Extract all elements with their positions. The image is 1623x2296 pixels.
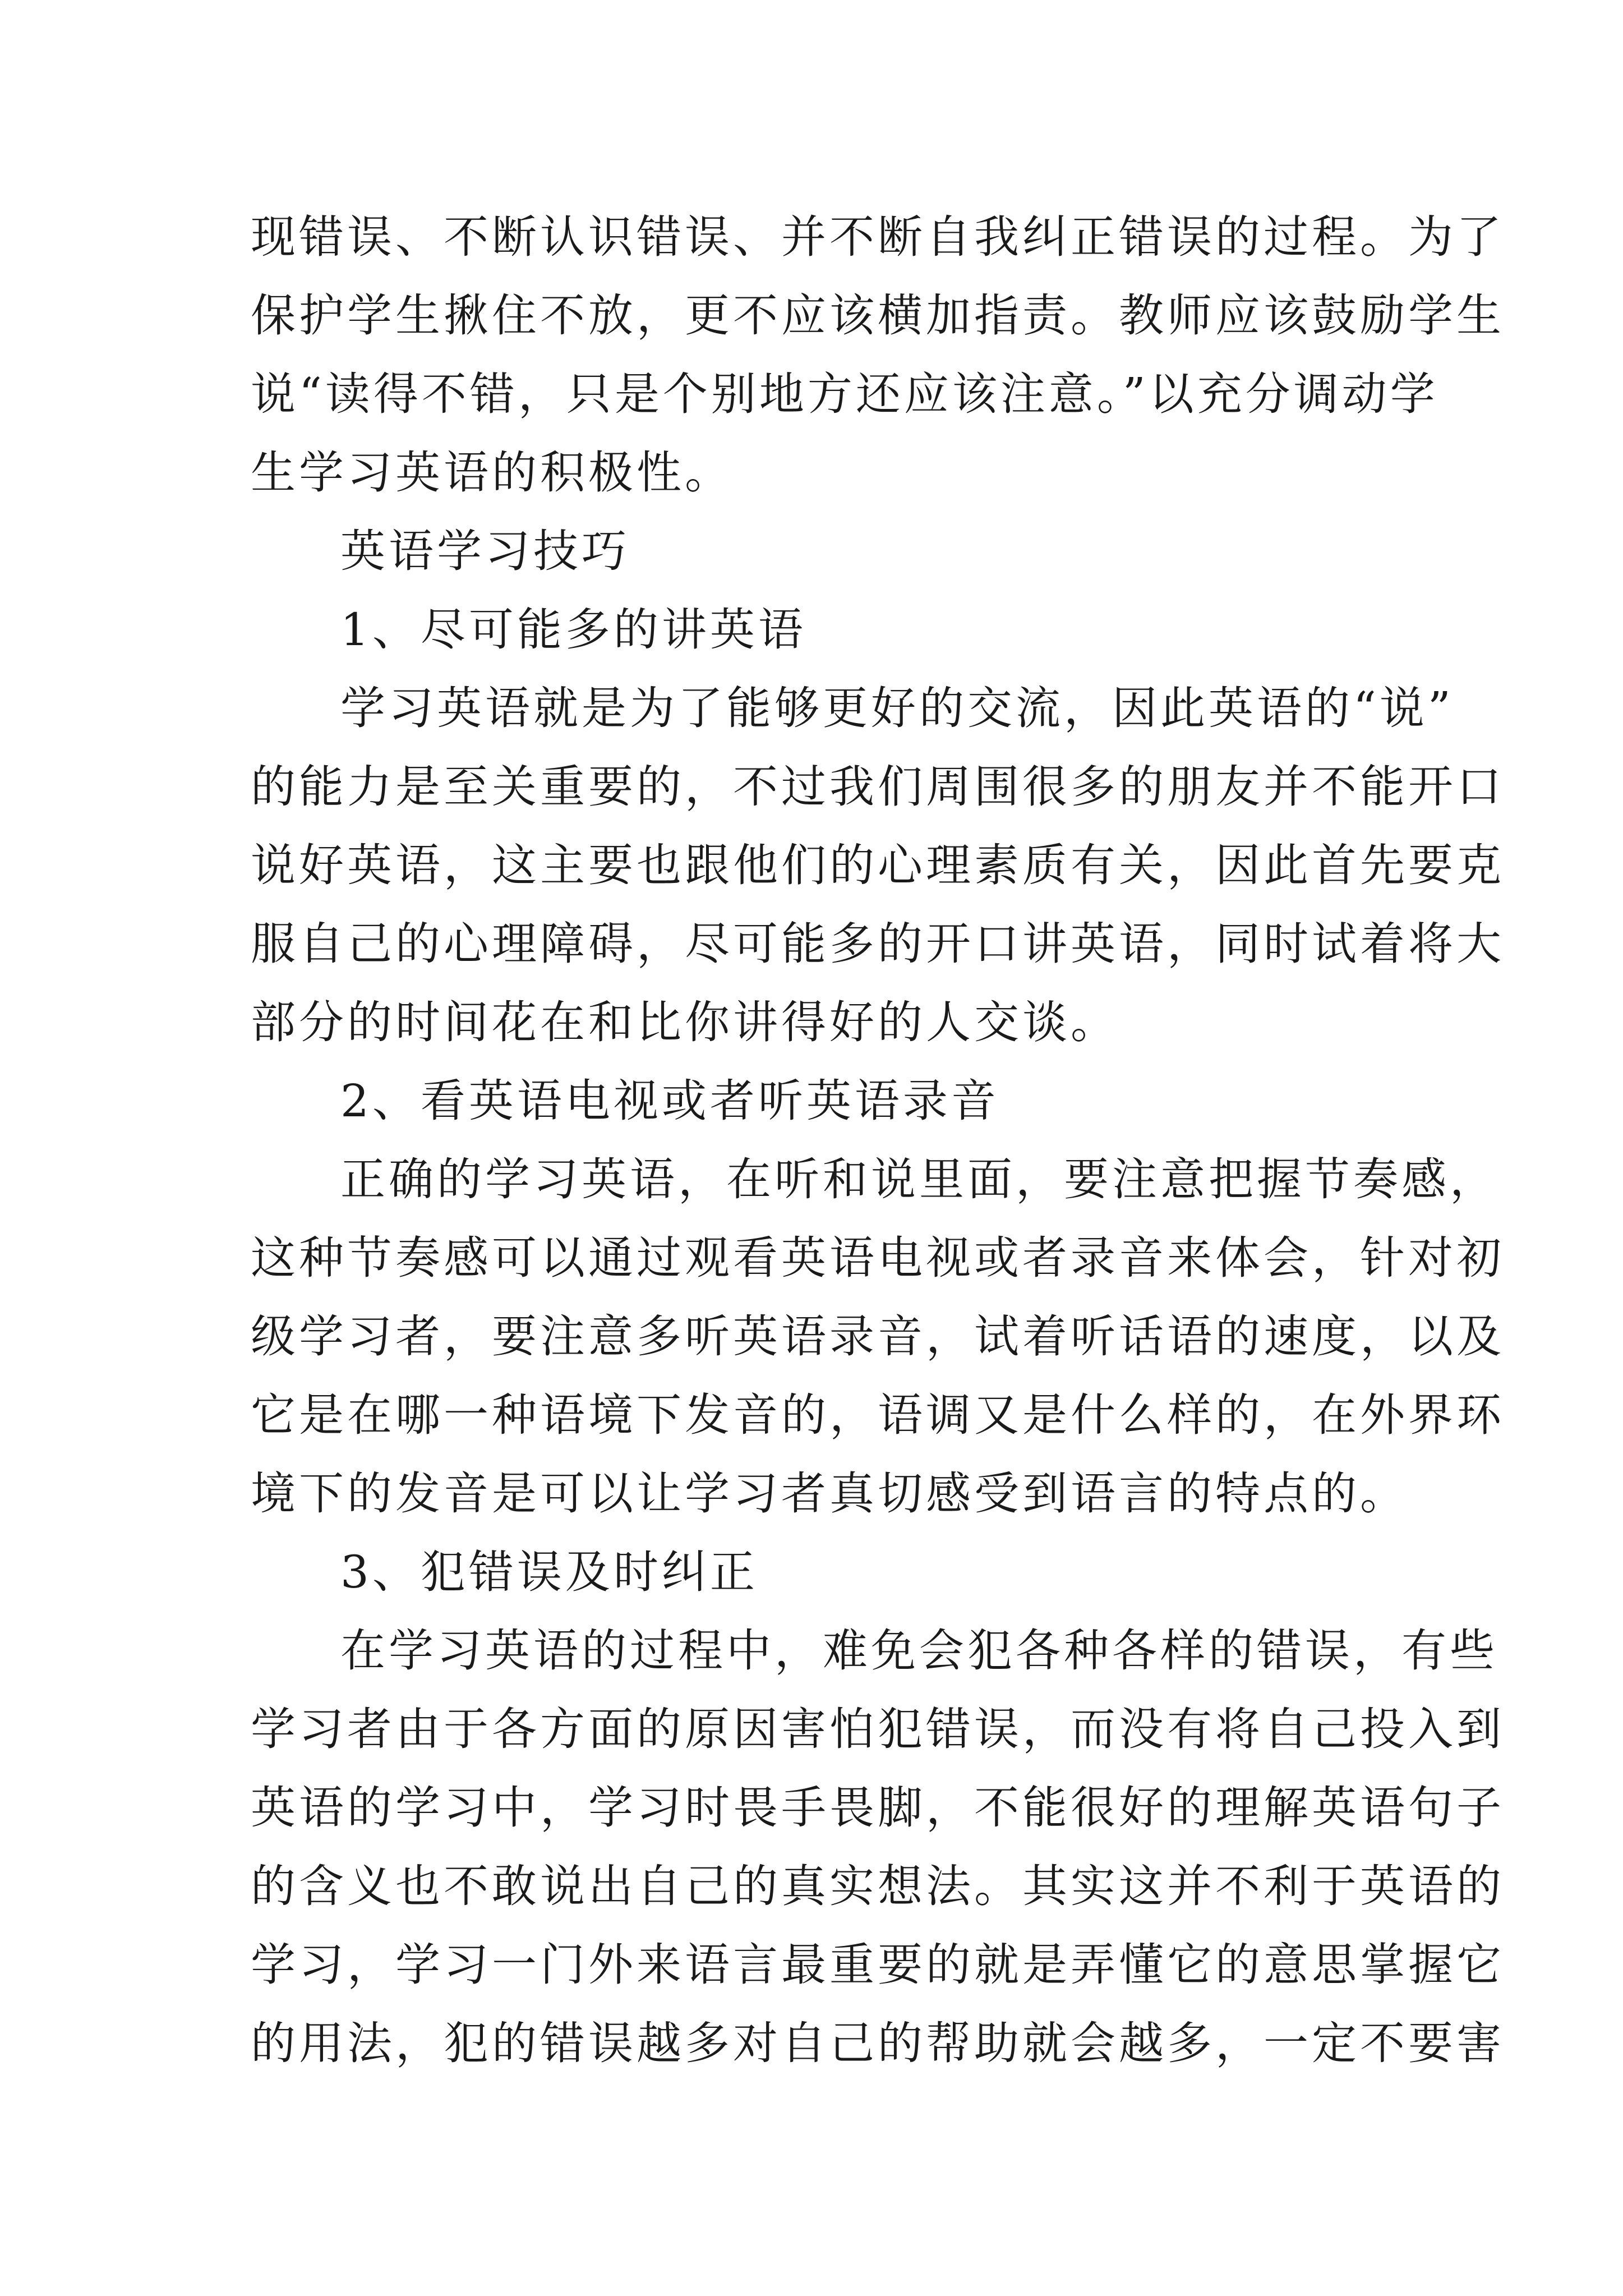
- body-text-line: 境下的发音是可以让学习者真切感受到语言的特点的。: [251, 1467, 1408, 1520]
- body-text-line: 说“读得不错，只是个别地方还应该注意。”以充分调动学: [251, 368, 1438, 420]
- body-text-line: 学习者由于各方面的原因害怕犯错误，而没有将自己投入到: [251, 1703, 1505, 1755]
- subheading-3: 3、犯错误及时纠正: [340, 1546, 758, 1598]
- body-text-line: 现错误、不断认识错误、并不断自我纠正错误的过程。为了: [251, 211, 1505, 263]
- body-text-line: 的能力是至关重要的，不过我们周围很多的朋友并不能开口: [251, 761, 1505, 813]
- body-text-line: 生学习英语的积极性。: [251, 447, 733, 499]
- body-text-line: 它是在哪一种语境下发音的，语调又是什么样的，在外界环: [251, 1389, 1505, 1441]
- subheading-2: 2、看英语电视或者听英语录音: [340, 1075, 999, 1127]
- paragraph-first-line: 正确的学习英语，在听和说里面，要注意把握节奏感，: [340, 1153, 1498, 1205]
- paragraph-first-line: 学习英语就是为了能够更好的交流，因此英语的“说”: [340, 682, 1454, 734]
- body-text-line: 英语的学习中，学习时畏手畏脚，不能很好的理解英语句子: [251, 1782, 1505, 1834]
- body-text-line: 服自己的心理障碍，尽可能多的开口讲英语，同时试着将大: [251, 918, 1505, 970]
- body-text-line: 级学习者，要注意多听英语录音，试着听话语的速度，以及: [251, 1310, 1505, 1363]
- body-text-line: 这种节奏感可以通过观看英语电视或者录音来体会，针对初: [251, 1232, 1505, 1284]
- subheading-1: 1、尽可能多的讲英语: [340, 604, 806, 656]
- body-text-line: 说好英语，这主要也跟他们的心理素质有关，因此首先要克: [251, 839, 1505, 891]
- paragraph-first-line: 在学习英语的过程中，难免会犯各种各样的错误，有些: [340, 1625, 1498, 1677]
- body-text-line: 学习，学习一门外来语言最重要的就是弄懂它的意思掌握它: [251, 1939, 1505, 1991]
- body-text-line: 的用法，犯的错误越多对自己的帮助就会越多，一定不要害: [251, 2017, 1505, 2069]
- body-text-line: 的含义也不敢说出自己的真实想法。其实这并不利于英语的: [251, 1860, 1505, 1912]
- body-text-line: 保护学生揪住不放，更不应该横加指责。教师应该鼓励学生: [251, 289, 1505, 342]
- section-heading: 英语学习技巧: [340, 525, 630, 577]
- body-text-line: 部分的时间花在和比你讲得好的人交谈。: [251, 996, 1119, 1048]
